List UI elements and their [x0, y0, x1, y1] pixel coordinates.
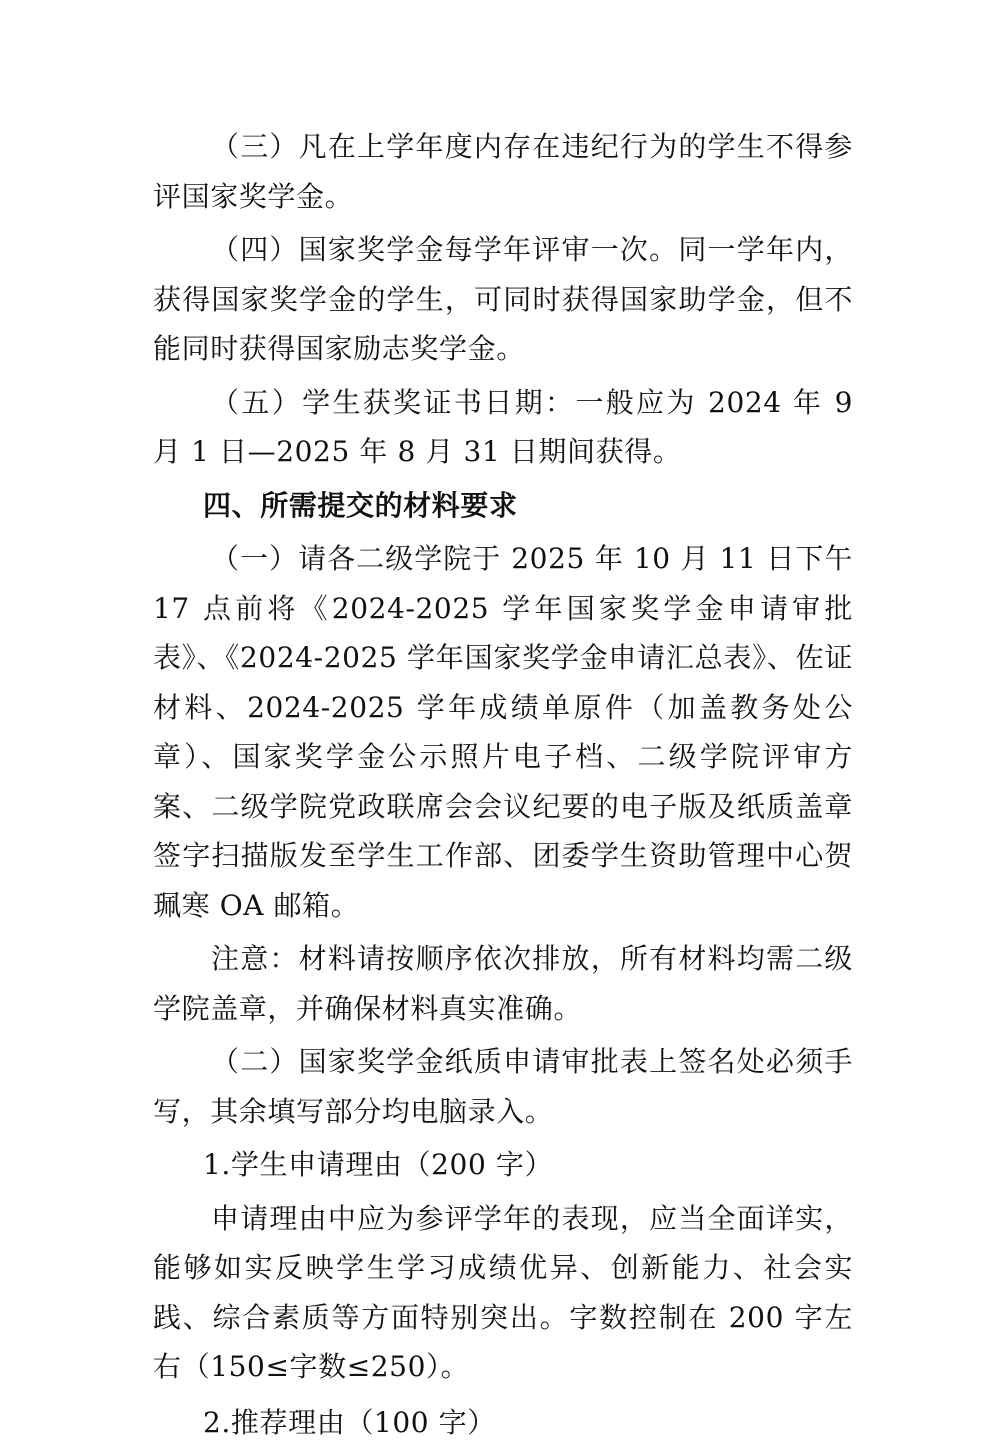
- paragraph-item-5: （五）学生获奖证书日期：一般应为 2024 年 9 月 1 日—2025 年 8 月 31 日期间获得。: [153, 378, 853, 477]
- paragraph-materials-2: （二）国家奖学金纸质申请审批表上签名处必须手写，其余填写部分均电脑录入。: [153, 1037, 853, 1136]
- item1-body: 申请理由中应为参评学年的表现，应当全面详实，能够如实反映学生学习成绩优异、创新能力、社会实践、综合素质等方面特别突出。字数控制在 200 字左右（150≤字数≤250）。: [153, 1194, 853, 1392]
- paragraph-materials-1: （一）请各二级学院于 2025 年 10 月 11 日下午 17 点前将《2024-2025 学年国家奖学金申请审批表》、《2024-2025 学年国家奖学金申请汇总表》、佐证材料、2024-2025 学年成绩单原件（加盖教务处公章）、国家奖学金公示照片电子档、二级学院评审方案、二级学院党政联席会会议纪要的电子版及纸质盖章签字扫描版发至学生工作部、团委学生资助管理中心贺珮寒 OA 邮箱。: [153, 534, 853, 930]
- paragraph-item-4: （四）国家奖学金每学年评审一次。同一学年内，获得国家奖学金的学生，可同时获得国家助学金，但不能同时获得国家励志奖学金。: [153, 225, 853, 374]
- document-body: [153, 122, 853, 1447]
- item1-title: 1.学生申请理由（200 字）: [153, 1140, 853, 1190]
- item2-title: 2.推荐理由（100 字）: [153, 1398, 853, 1447]
- paragraph-item-3: （三）凡在上学年度内存在违纪行为的学生不得参评国家奖学金。: [153, 122, 853, 221]
- paragraph-note: 注意：材料请按顺序依次排放，所有材料均需二级学院盖章，并确保材料真实准确。: [153, 934, 853, 1033]
- section-heading: 四、所需提交的材料要求: [153, 481, 853, 531]
